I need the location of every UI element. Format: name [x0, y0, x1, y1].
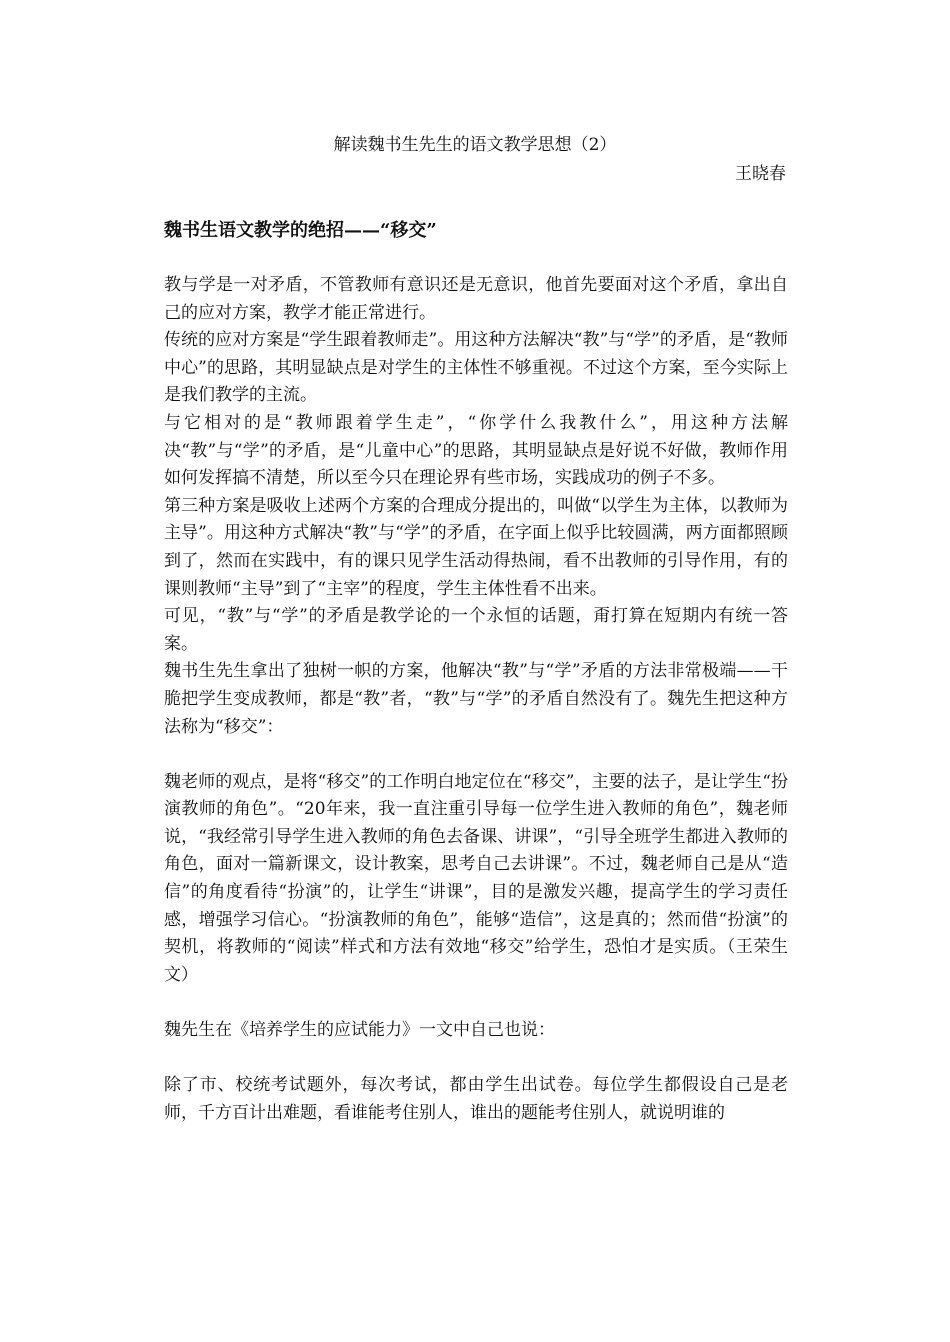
- document-body: [164, 272, 788, 1127]
- paragraph: 传统的应对方案是“学生跟着教师走”。用这种方法解决“教”与“学”的矛盾，是“教师中心”的思路，其明显缺点是对学生的主体性不够重视。不过这个方案，至今实际上是我们教学的主流。: [164, 330, 788, 406]
- paragraph: 教与学是一对矛盾，不管教师有意识还是无意识，他首先要面对这个矛盾，拿出自己的应对方案，教学才能正常进行。: [164, 275, 788, 323]
- paragraph: 第三种方案是吸收上述两个方案的合理成分提出的，叫做“以学生为主体，以教师为主导”。用这种方式解决“教”与“学”的矛盾，在字面上似乎比较圆满，两方面都照顾到了，然而在实践中，有的课只见学生活动得热闹，看不出教师的引导作用，有的课则教师“主导”到了“主宰”的程度，学生主体性看不出来。: [164, 495, 788, 599]
- section-heading: 魏书生语文教学的绝招——“移交”: [164, 220, 437, 241]
- paragraph: 魏先生在《培养学生的应试能力》一文中自己也说：: [164, 1020, 555, 1041]
- document-title: 解读魏书生先生的语文教学思想（2）: [333, 135, 617, 155]
- quoted-paragraph: 除了市、校统考试题外，每次考试，都由学生出试卷。每位学生都假设自己是老师，千方百计出难题，看谁能考住别人，谁出的题能考住别人，就说明谁的: [164, 1075, 788, 1123]
- quoted-paragraph: 魏老师的观点，是将“移交”的工作明白地定位在“移交”，主要的法子，是让学生“扮演教师的角色”。“20年来，我一直注重引导每一位学生进入教师的角色”，魏老师说，“我经常引导学生进入教师的角色去备课、讲课”，“引导全班学生都进入教师的角色，面对一篇新课文，设计教案，思考自己去讲课”。不过，魏老师自己是从“造信”的角度看待“扮演”的，让学生“讲课”，目的是激发兴趣，提高学生的学习责任感，增强学习信心。“扮演教师的角色”，能够“造信”，这是真的；然而借“扮演”的契机，将教师的“阅读”样式和方法有效地“移交”给学生，恐怕才是实质。（王荣生文）: [164, 771, 788, 985]
- author-name: 王晓春: [735, 164, 786, 184]
- paragraph: 与它相对的是“教师跟着学生走”，“你学什么我教什么”，用这种方法解决“教”与“学”的矛盾，是“儿童中心”的思路，其明显缺点是好说不好做，教师作用如何发挥搞不清楚，所以至今只在理论界有些市场，实践成功的例子不多。: [164, 412, 788, 489]
- paragraph: 魏书生先生拿出了独树一帜的方案，他解决“教”与“学”矛盾的方法非常极端——干脆把学生变成教师，都是“教”者，“教”与“学”的矛盾自然没有了。魏先生把这种方法称为“移交”：: [164, 661, 788, 737]
- paragraph: 可见，“教”与“学”的矛盾是教学论的一个永恒的话题，甭打算在短期内有统一答案。: [164, 606, 788, 654]
